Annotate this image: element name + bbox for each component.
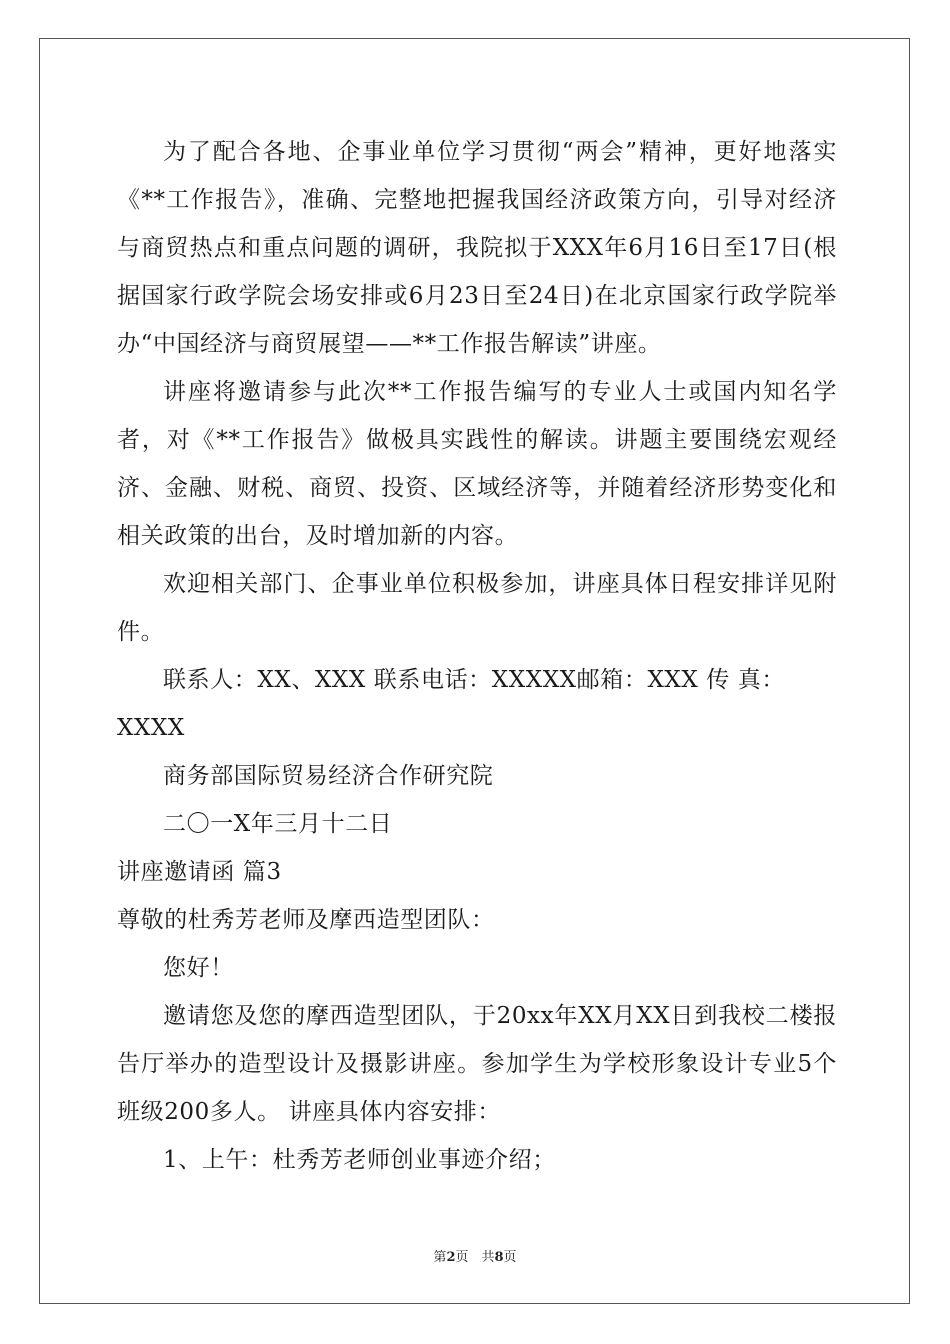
footer-suffix: 页 xyxy=(503,1250,517,1265)
paragraph-schedule-item: 1、上午：杜秀芳老师创业事迹介绍； xyxy=(163,1147,556,1173)
paragraph-organization: 商务部国际贸易经济合作研究院 xyxy=(163,763,494,789)
paragraph-intro: 为了配合各地、企事业单位学习贯彻“两会”精神，更好地落实《**工作报告》，准确、完整地把握我国经济政策方向，引导对经济与商贸热点和重点问题的调研，我院拟于XXX年6月16日至17日(根据国家行政学院会场安排或6月23日至24日)在北京国家行政学院举办“中国经济与商贸展望——**工作报告解读”讲座。 xyxy=(117,139,837,357)
paragraph-date: 二〇一X年三月十二日 xyxy=(163,811,393,837)
paragraph-welcome: 欢迎相关部门、企事业单位积极参加，讲座具体日程安排详见附件。 xyxy=(117,571,837,645)
footer-total-pages: 8 xyxy=(494,1250,504,1265)
page-footer xyxy=(0,1246,950,1265)
salutation: 尊敬的杜秀芳老师及摩西造型团队： xyxy=(117,907,495,933)
footer-prefix: 第 xyxy=(433,1250,447,1265)
paragraph-lecture-content: 讲座将邀请参与此次**工作报告编写的专业人士或国内知名学者，对《**工作报告》做极具实践性的解读。讲题主要围绕宏观经济、金融、财税、商贸、投资、区域经济等，并随着经济形势变化和相关政策的出台，及时增加新的内容。 xyxy=(117,379,837,549)
section-heading: 讲座邀请函 篇3 xyxy=(117,859,282,885)
greeting: 您好！ xyxy=(163,955,234,981)
paragraph-invitation: 邀请您及您的摩西造型团队，于20xx年XX月XX日到我校二楼报告厅举办的造型设计及摄影讲座。参加学生为学校形象设计专业5个班级200多人。 讲座具体内容安排： xyxy=(117,1003,837,1125)
footer-page-number: 2 xyxy=(446,1250,456,1265)
footer-middle: 页 共 xyxy=(455,1250,495,1265)
document-body xyxy=(117,128,837,1184)
paragraph-contact: 联系人：XX、XXX 联系电话：XXXXX邮箱：XXX 传 真：XXXX xyxy=(117,667,785,741)
